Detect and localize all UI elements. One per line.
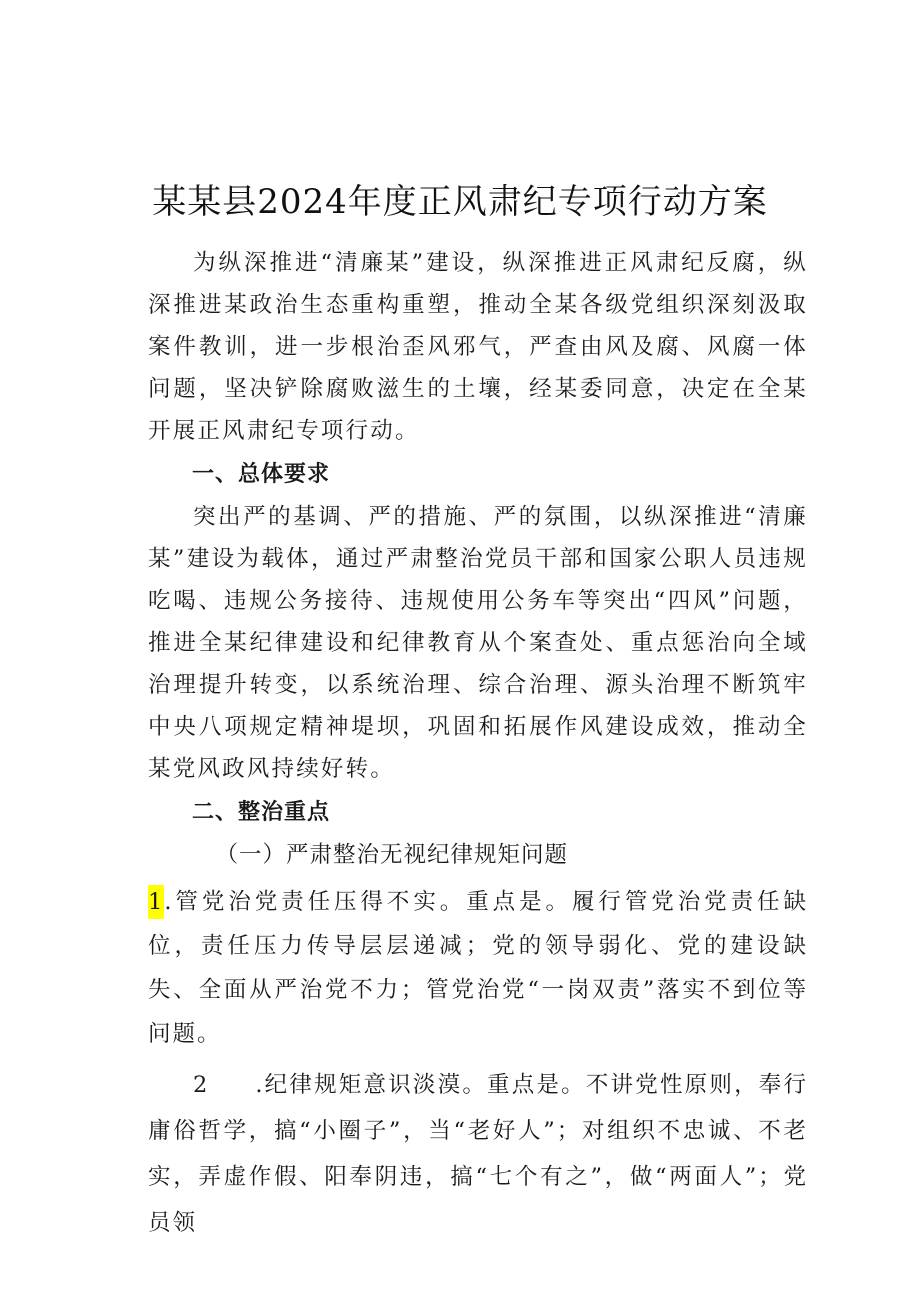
list-item-2-number: 2 xyxy=(193,1072,210,1098)
highlighted-number: 1 xyxy=(148,885,164,919)
list-item-2-text: .纪律规矩意识淡漠。重点是。不讲党性原则，奉行庸俗哲学，搞“小圈子”，当“老好人”；对组织不忠诚、不老实，弄虚作假、阳奉阴违，搞“七个有之”，做“两面人”；党员领 xyxy=(148,1072,808,1236)
list-item-1-text: .管党治党责任压得不实。重点是。履行管党治党责任缺位，责任压力传导层层递减；党的领导弱化、党的建设缺失、全面从严治党不力；管党治党“一岗双责”落实不到位等问题。 xyxy=(148,889,808,1047)
document-title: 某某县2024年度正风肃纪专项行动方案 xyxy=(152,181,768,222)
intro-paragraph: 为纵深推进“清廉某”建设，纵深推进正风肃纪反腐，纵深推进某政治生态重构重塑，推动全某各级党组织深刻汲取案件教训，进一步根治歪风邪气，严查由风及腐、风腐一体问题，坚决铲除腐败滋生的土壤，经某委同意，决定在全某开展正风肃纪专项行动。 xyxy=(148,250,808,444)
list-item-1 xyxy=(148,880,808,1056)
subsection-heading: （一）严肃整治无视纪律规矩问题 xyxy=(215,842,569,868)
general-requirements-paragraph: 突出严的基调、严的措施、严的氛围，以纵深推进“清廉某”建设为载体，通过严肃整治党员干部和国家公职人员违规吃喝、违规公务接待、违规使用公务车等突出“四风”问题，推进全某纪律建设和纪律教育从个案查处、重点惩治向全域治理提升转变，以系统治理、综合治理、源头治理不断筑牢中央八项规定精神堤坝，巩固和拓展作风建设成效，推动全某党风政风持续好转。 xyxy=(148,504,808,782)
section-heading-rectification-focus: 二、整治重点 xyxy=(192,800,331,825)
section-heading-general-requirements: 一、总体要求 xyxy=(192,462,331,487)
list-item-2 xyxy=(148,1062,808,1246)
document-body xyxy=(148,242,808,1246)
